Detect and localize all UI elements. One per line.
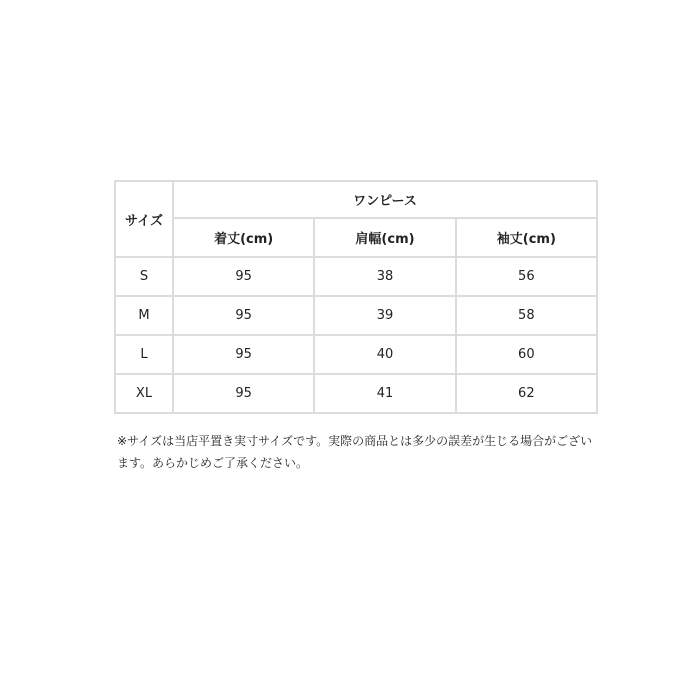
value-cell: 41 <box>314 374 455 413</box>
table-header-row <box>115 181 597 218</box>
value-cell: 40 <box>314 335 455 374</box>
size-cell: XL <box>115 374 173 413</box>
size-cell: M <box>115 296 173 335</box>
value-cell: 95 <box>173 374 314 413</box>
column-header-length: 着丈(cm) <box>173 218 314 257</box>
table-row <box>115 374 597 413</box>
value-cell: 95 <box>173 335 314 374</box>
value-cell: 62 <box>456 374 597 413</box>
value-cell: 38 <box>314 257 455 296</box>
size-cell: S <box>115 257 173 296</box>
value-cell: 39 <box>314 296 455 335</box>
value-cell: 95 <box>173 296 314 335</box>
table-row <box>115 335 597 374</box>
column-header-sleeve: 袖丈(cm) <box>456 218 597 257</box>
value-cell: 60 <box>456 335 597 374</box>
size-cell: L <box>115 335 173 374</box>
group-header: ワンピース <box>173 181 597 218</box>
table-row <box>115 296 597 335</box>
size-disclaimer-note: ※サイズは当店平置き実寸サイズです。実際の商品とは多少の誤差が生じる場合がございます。あらかじめご了承ください。 <box>117 434 593 470</box>
size-chart-table <box>114 180 598 414</box>
column-header-shoulder: 肩幅(cm) <box>314 218 455 257</box>
size-header: サイズ <box>115 181 173 257</box>
value-cell: 56 <box>456 257 597 296</box>
value-cell: 58 <box>456 296 597 335</box>
table-subheader-row <box>115 218 597 257</box>
table-row <box>115 257 597 296</box>
value-cell: 95 <box>173 257 314 296</box>
